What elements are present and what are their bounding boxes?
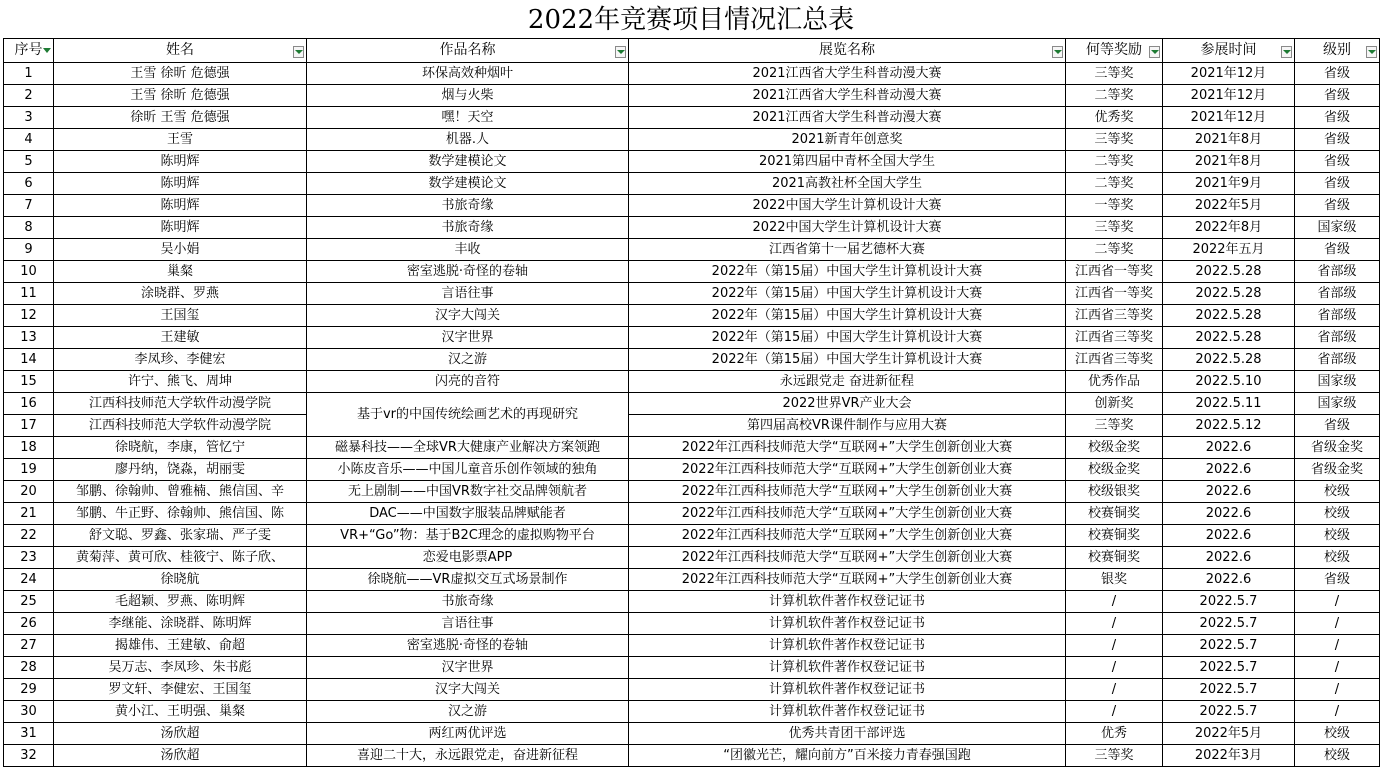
table-row xyxy=(4,393,1380,415)
cell-index[interactable]: 19 xyxy=(4,459,54,481)
cell-index[interactable]: 17 xyxy=(4,415,54,437)
cell-index[interactable]: 29 xyxy=(4,679,54,701)
cell-index[interactable]: 2 xyxy=(4,85,54,107)
cell-exhibition[interactable]: 2021江西省大学生科普动漫大赛 xyxy=(629,107,1066,129)
cell-index[interactable]: 27 xyxy=(4,635,54,657)
cell-index[interactable]: 24 xyxy=(4,569,54,591)
cell-work[interactable]: 磁暴科技——全球VR大健康产业解决方案领跑 xyxy=(307,437,629,459)
col-header-level xyxy=(1295,39,1380,63)
cell-index[interactable]: 22 xyxy=(4,525,54,547)
cell-level[interactable]: 省级 xyxy=(1295,107,1380,129)
cell-work[interactable]: 基于vr的中国传统绘画艺术的再现研究 xyxy=(307,393,629,437)
col-header-date xyxy=(1163,39,1295,63)
cell-index[interactable]: 10 xyxy=(4,261,54,283)
cell-level[interactable]: / xyxy=(1295,613,1380,635)
cell-name[interactable]: 邹鹏、牛正野、徐翰帅、熊信国、陈 xyxy=(54,503,307,525)
cell-award[interactable]: 校级银奖 xyxy=(1066,481,1163,503)
cell-level[interactable]: 校级 xyxy=(1295,503,1380,525)
cell-exhibition[interactable]: 2022年江西科技师范大学“互联网+”大学生创新创业大赛 xyxy=(629,459,1066,481)
cell-level[interactable]: / xyxy=(1295,635,1380,657)
table-row xyxy=(4,415,1380,437)
cell-index[interactable]: 23 xyxy=(4,547,54,569)
filter-dropdown-icon[interactable] xyxy=(1052,46,1063,58)
table-row xyxy=(4,657,1380,679)
cell-exhibition[interactable]: 第四届高校VR课件制作与应用大赛 xyxy=(629,415,1066,437)
filter-dropdown-icon[interactable] xyxy=(1366,46,1377,58)
cell-exhibition[interactable]: 2022年（第15届）中国大学生计算机设计大赛 xyxy=(629,327,1066,349)
cell-name[interactable]: 徐晓航 xyxy=(54,569,307,591)
cell-exhibition[interactable]: 计算机软件著作权登记证书 xyxy=(629,657,1066,679)
col-header-index xyxy=(4,39,54,63)
cell-level[interactable]: 省部级 xyxy=(1295,327,1380,349)
table-row xyxy=(4,613,1380,635)
summary-table xyxy=(3,38,1380,767)
cell-work[interactable]: 书旅奇缘 xyxy=(307,195,629,217)
cell-index[interactable]: 13 xyxy=(4,327,54,349)
cell-name[interactable]: 徐晓航，李康，管忆宁 xyxy=(54,437,307,459)
table-row xyxy=(4,481,1380,503)
cell-award[interactable]: 三等奖 xyxy=(1066,63,1163,85)
cell-level[interactable]: / xyxy=(1295,657,1380,679)
filter-dropdown-icon[interactable] xyxy=(1149,46,1160,58)
cell-name[interactable]: 王国玺 xyxy=(54,305,307,327)
cell-index[interactable]: 12 xyxy=(4,305,54,327)
cell-index[interactable]: 32 xyxy=(4,745,54,767)
table-row xyxy=(4,151,1380,173)
cell-date[interactable]: 2022.6 xyxy=(1163,547,1295,569)
cell-date[interactable]: 2022.5.28 xyxy=(1163,327,1295,349)
cell-work[interactable]: 汉字大闯关 xyxy=(307,679,629,701)
table-row xyxy=(4,635,1380,657)
cell-exhibition[interactable]: 计算机软件著作权登记证书 xyxy=(629,701,1066,723)
cell-level[interactable]: 国家级 xyxy=(1295,371,1380,393)
cell-exhibition[interactable]: 2022中国大学生计算机设计大赛 xyxy=(629,217,1066,239)
cell-level[interactable]: 省级 xyxy=(1295,151,1380,173)
cell-award[interactable]: 优秀 xyxy=(1066,723,1163,745)
cell-name[interactable]: 王雪 xyxy=(54,129,307,151)
table-row xyxy=(4,217,1380,239)
cell-date[interactable]: 2022年3月 xyxy=(1163,745,1295,767)
cell-award[interactable]: / xyxy=(1066,613,1163,635)
table-row xyxy=(4,283,1380,305)
cell-name[interactable]: 许宁、熊飞、周坤 xyxy=(54,371,307,393)
cell-name[interactable]: 陈明辉 xyxy=(54,151,307,173)
cell-exhibition[interactable]: 2022世界VR产业大会 xyxy=(629,393,1066,415)
cell-date[interactable]: 2021年8月 xyxy=(1163,129,1295,151)
cell-date[interactable]: 2022.6 xyxy=(1163,459,1295,481)
cell-date[interactable]: 2022.5.12 xyxy=(1163,415,1295,437)
cell-award[interactable]: 三等奖 xyxy=(1066,217,1163,239)
cell-exhibition[interactable]: 2022年（第15届）中国大学生计算机设计大赛 xyxy=(629,261,1066,283)
cell-date[interactable]: 2021年12月 xyxy=(1163,107,1295,129)
cell-exhibition[interactable]: 2022年江西科技师范大学“互联网+”大学生创新创业大赛 xyxy=(629,525,1066,547)
cell-name[interactable]: 王建敏 xyxy=(54,327,307,349)
cell-date[interactable]: 2021年9月 xyxy=(1163,173,1295,195)
cell-award[interactable]: 江西省一等奖 xyxy=(1066,261,1163,283)
cell-name[interactable]: 涂晓群、罗燕 xyxy=(54,283,307,305)
cell-level[interactable]: / xyxy=(1295,591,1380,613)
cell-level[interactable]: 省部级 xyxy=(1295,305,1380,327)
header-label: 展览名称 xyxy=(819,42,875,58)
table-row xyxy=(4,239,1380,261)
cell-index[interactable]: 4 xyxy=(4,129,54,151)
cell-exhibition[interactable]: 永远跟党走 奋进新征程 xyxy=(629,371,1066,393)
table-row xyxy=(4,701,1380,723)
cell-date[interactable]: 2022年8月 xyxy=(1163,217,1295,239)
cell-index[interactable]: 31 xyxy=(4,723,54,745)
table-row xyxy=(4,679,1380,701)
cell-work[interactable]: 言语往事 xyxy=(307,613,629,635)
col-header-exhibition xyxy=(629,39,1066,63)
cell-work[interactable]: 汉之游 xyxy=(307,701,629,723)
cell-work[interactable]: DAC——中国数字服装品牌赋能者 xyxy=(307,503,629,525)
table-row xyxy=(4,195,1380,217)
cell-name[interactable]: 王雪 徐昕 危德强 xyxy=(54,63,307,85)
cell-date[interactable]: 2022.5.28 xyxy=(1163,305,1295,327)
cell-level[interactable]: 校级 xyxy=(1295,745,1380,767)
filter-arrow-icon[interactable] xyxy=(43,48,51,53)
cell-work[interactable]: 数学建模论文 xyxy=(307,173,629,195)
cell-exhibition[interactable]: 2021江西省大学生科普动漫大赛 xyxy=(629,85,1066,107)
cell-exhibition[interactable]: 2022年江西科技师范大学“互联网+”大学生创新创业大赛 xyxy=(629,569,1066,591)
cell-date[interactable]: 2022.5.7 xyxy=(1163,591,1295,613)
cell-award[interactable]: 校赛铜奖 xyxy=(1066,525,1163,547)
cell-work[interactable]: VR+“Go”物：基于B2C理念的虚拟购物平台 xyxy=(307,525,629,547)
cell-exhibition[interactable]: 2022中国大学生计算机设计大赛 xyxy=(629,195,1066,217)
cell-level[interactable]: 校级 xyxy=(1295,723,1380,745)
cell-index[interactable]: 8 xyxy=(4,217,54,239)
cell-award[interactable]: 创新奖 xyxy=(1066,393,1163,415)
cell-exhibition[interactable]: 2022年（第15届）中国大学生计算机设计大赛 xyxy=(629,349,1066,371)
cell-name[interactable]: 吴小娟 xyxy=(54,239,307,261)
cell-name[interactable]: 江西科技师范大学软件动漫学院 xyxy=(54,415,307,437)
cell-name[interactable]: 吴万志、李凤珍、朱书彪 xyxy=(54,657,307,679)
cell-date[interactable]: 2022年5月 xyxy=(1163,723,1295,745)
cell-index[interactable]: 16 xyxy=(4,393,54,415)
cell-index[interactable]: 3 xyxy=(4,107,54,129)
header-label: 序号 xyxy=(14,42,43,58)
cell-name[interactable]: 李凤珍、李健宏 xyxy=(54,349,307,371)
cell-exhibition[interactable]: 计算机软件著作权登记证书 xyxy=(629,635,1066,657)
cell-award[interactable]: 二等奖 xyxy=(1066,239,1163,261)
cell-level[interactable]: / xyxy=(1295,679,1380,701)
cell-level[interactable]: 校级 xyxy=(1295,547,1380,569)
cell-award[interactable]: 三等奖 xyxy=(1066,129,1163,151)
cell-date[interactable]: 2021年8月 xyxy=(1163,151,1295,173)
cell-date[interactable]: 2022年五月 xyxy=(1163,239,1295,261)
cell-exhibition[interactable]: 2022年江西科技师范大学“互联网+”大学生创新创业大赛 xyxy=(629,503,1066,525)
cell-date[interactable]: 2022.5.28 xyxy=(1163,283,1295,305)
cell-name[interactable]: 陈明辉 xyxy=(54,195,307,217)
cell-award[interactable]: / xyxy=(1066,635,1163,657)
cell-award[interactable]: 江西省三等奖 xyxy=(1066,349,1163,371)
table-row xyxy=(4,371,1380,393)
cell-work[interactable]: 密室逃脱·奇怪的卷轴 xyxy=(307,635,629,657)
table-row xyxy=(4,569,1380,591)
table-row xyxy=(4,327,1380,349)
table-row xyxy=(4,547,1380,569)
table-body xyxy=(4,63,1380,767)
cell-date[interactable]: 2022.6 xyxy=(1163,481,1295,503)
table-row xyxy=(4,129,1380,151)
cell-award[interactable]: 三等奖 xyxy=(1066,745,1163,767)
cell-exhibition[interactable]: 计算机软件著作权登记证书 xyxy=(629,679,1066,701)
cell-award[interactable]: 江西省三等奖 xyxy=(1066,305,1163,327)
table-row xyxy=(4,107,1380,129)
filter-dropdown-icon[interactable] xyxy=(293,46,304,58)
cell-exhibition[interactable]: 2022年江西科技师范大学“互联网+”大学生创新创业大赛 xyxy=(629,547,1066,569)
table-row xyxy=(4,459,1380,481)
cell-award[interactable]: / xyxy=(1066,591,1163,613)
cell-level[interactable]: 国家级 xyxy=(1295,217,1380,239)
cell-work[interactable]: 汉字世界 xyxy=(307,327,629,349)
cell-level[interactable]: 省级 xyxy=(1295,239,1380,261)
cell-award[interactable]: 优秀作品 xyxy=(1066,371,1163,393)
cell-date[interactable]: 2022年5月 xyxy=(1163,195,1295,217)
cell-name[interactable]: 舒文聪、罗鑫、张家瑞、严子雯 xyxy=(54,525,307,547)
cell-work[interactable]: 机器.人 xyxy=(307,129,629,151)
cell-date[interactable]: 2022.5.7 xyxy=(1163,635,1295,657)
cell-level[interactable]: 省级 xyxy=(1295,173,1380,195)
cell-award[interactable]: 校赛铜奖 xyxy=(1066,503,1163,525)
cell-award[interactable]: / xyxy=(1066,679,1163,701)
sheet-title: 2022年竞赛项目情况汇总表 xyxy=(527,5,855,35)
cell-index[interactable]: 7 xyxy=(4,195,54,217)
cell-level[interactable]: 省部级 xyxy=(1295,261,1380,283)
header-label: 参展时间 xyxy=(1200,42,1257,58)
filter-dropdown-icon[interactable] xyxy=(615,46,626,58)
cell-name[interactable]: 汤欣超 xyxy=(54,745,307,767)
cell-name[interactable]: 巢粲 xyxy=(54,261,307,283)
cell-exhibition[interactable]: 2022年江西科技师范大学“互联网+”大学生创新创业大赛 xyxy=(629,481,1066,503)
cell-award[interactable]: 校级金奖 xyxy=(1066,437,1163,459)
header-label: 何等奖励 xyxy=(1086,42,1142,58)
cell-name[interactable]: 江西科技师范大学软件动漫学院 xyxy=(54,393,307,415)
cell-exhibition[interactable]: 2021第四届中青杯全国大学生 xyxy=(629,151,1066,173)
cell-index[interactable]: 21 xyxy=(4,503,54,525)
cell-date[interactable]: 2022.5.10 xyxy=(1163,371,1295,393)
cell-name[interactable]: 黄小江、王明强、巢粲 xyxy=(54,701,307,723)
cell-award[interactable]: 二等奖 xyxy=(1066,85,1163,107)
table-row xyxy=(4,503,1380,525)
cell-exhibition[interactable]: 江西省第十一届艺德杯大赛 xyxy=(629,239,1066,261)
cell-award[interactable]: 江西省一等奖 xyxy=(1066,283,1163,305)
cell-award[interactable]: / xyxy=(1066,657,1163,679)
table-row xyxy=(4,349,1380,371)
cell-exhibition[interactable]: 2022年（第15届）中国大学生计算机设计大赛 xyxy=(629,283,1066,305)
cell-index[interactable]: 6 xyxy=(4,173,54,195)
filter-dropdown-icon[interactable] xyxy=(1281,46,1292,58)
cell-date[interactable]: 2022.6 xyxy=(1163,569,1295,591)
cell-name[interactable]: 李继能、涂晓群、陈明辉 xyxy=(54,613,307,635)
table-row xyxy=(4,85,1380,107)
cell-name[interactable]: 汤欣超 xyxy=(54,723,307,745)
cell-level[interactable]: 省级 xyxy=(1295,85,1380,107)
cell-date[interactable]: 2022.5.11 xyxy=(1163,393,1295,415)
table-row xyxy=(4,305,1380,327)
cell-award[interactable]: 三等奖 xyxy=(1066,415,1163,437)
cell-level[interactable]: 省部级 xyxy=(1295,283,1380,305)
cell-name[interactable]: 邹鹏、徐翰帅、曾雅楠、熊信国、辛 xyxy=(54,481,307,503)
table-row xyxy=(4,437,1380,459)
cell-index[interactable]: 26 xyxy=(4,613,54,635)
cell-date[interactable]: 2022.5.7 xyxy=(1163,679,1295,701)
cell-exhibition[interactable]: 优秀共青团干部评选 xyxy=(629,723,1066,745)
cell-index[interactable]: 14 xyxy=(4,349,54,371)
cell-index[interactable]: 30 xyxy=(4,701,54,723)
cell-index[interactable]: 18 xyxy=(4,437,54,459)
table-row xyxy=(4,591,1380,613)
cell-award[interactable]: 一等奖 xyxy=(1066,195,1163,217)
cell-work[interactable]: 数学建模论文 xyxy=(307,151,629,173)
cell-name[interactable]: 廖丹纳，饶淼，胡丽雯 xyxy=(54,459,307,481)
cell-date[interactable]: 2022.5.7 xyxy=(1163,613,1295,635)
cell-level[interactable]: 省部级 xyxy=(1295,349,1380,371)
cell-name[interactable]: 王雪 徐昕 危德强 xyxy=(54,85,307,107)
cell-name[interactable]: 罗文轩、李健宏、王国玺 xyxy=(54,679,307,701)
cell-work[interactable]: 无上剧制——中国VR数字社交品牌领航者 xyxy=(307,481,629,503)
cell-name[interactable]: 黄菊萍、黄可欣、桂筱宁、陈子欣、 xyxy=(54,547,307,569)
table-row xyxy=(4,525,1380,547)
cell-work[interactable]: 恋爱电影票APP xyxy=(307,547,629,569)
cell-name[interactable]: 陈明辉 xyxy=(54,173,307,195)
cell-name[interactable]: 毛超颖、罗燕、陈明辉 xyxy=(54,591,307,613)
cell-level[interactable]: 省级金奖 xyxy=(1295,437,1380,459)
cell-level[interactable]: 校级 xyxy=(1295,525,1380,547)
header-label: 作品名称 xyxy=(439,42,496,58)
header-row xyxy=(4,39,1380,63)
cell-work[interactable]: 烟与火柴 xyxy=(307,85,629,107)
cell-exhibition[interactable]: 2022年江西科技师范大学“互联网+”大学生创新创业大赛 xyxy=(629,437,1066,459)
cell-work[interactable]: 喜迎二十大，永远跟党走，奋进新征程 xyxy=(307,745,629,767)
cell-date[interactable]: 2022.6 xyxy=(1163,525,1295,547)
cell-work[interactable]: 书旅奇缘 xyxy=(307,591,629,613)
table-row xyxy=(4,63,1380,85)
cell-level[interactable]: 国家级 xyxy=(1295,393,1380,415)
cell-work[interactable]: 嘿！天空 xyxy=(307,107,629,129)
table-row xyxy=(4,261,1380,283)
table-row xyxy=(4,745,1380,767)
cell-exhibition[interactable]: 计算机软件著作权登记证书 xyxy=(629,613,1066,635)
cell-index[interactable]: 9 xyxy=(4,239,54,261)
cell-level[interactable]: / xyxy=(1295,701,1380,723)
cell-work[interactable]: 闪亮的音符 xyxy=(307,371,629,393)
cell-work[interactable]: 汉字大闯关 xyxy=(307,305,629,327)
cell-exhibition[interactable]: 2022年（第15届）中国大学生计算机设计大赛 xyxy=(629,305,1066,327)
cell-work[interactable]: 小陈皮音乐——中国儿童音乐创作领域的独角 xyxy=(307,459,629,481)
cell-index[interactable]: 1 xyxy=(4,63,54,85)
cell-work[interactable]: 环保高效种烟叶 xyxy=(307,63,629,85)
cell-name[interactable]: 揭雄伟、王建敏、俞超 xyxy=(54,635,307,657)
cell-date[interactable]: 2022.6 xyxy=(1163,437,1295,459)
cell-name[interactable]: 陈明辉 xyxy=(54,217,307,239)
cell-level[interactable]: 省级 xyxy=(1295,63,1380,85)
cell-award[interactable]: 江西省三等奖 xyxy=(1066,327,1163,349)
cell-exhibition[interactable]: 2021江西省大学生科普动漫大赛 xyxy=(629,63,1066,85)
cell-index[interactable]: 5 xyxy=(4,151,54,173)
col-header-award xyxy=(1066,39,1163,63)
cell-work[interactable]: 汉之游 xyxy=(307,349,629,371)
header-label: 级别 xyxy=(1323,42,1351,58)
cell-work[interactable]: 徐晓航——VR虚拟交互式场景制作 xyxy=(307,569,629,591)
cell-award[interactable]: 优秀奖 xyxy=(1066,107,1163,129)
cell-work[interactable]: 丰收 xyxy=(307,239,629,261)
cell-name[interactable]: 徐昕 王雪 危德强 xyxy=(54,107,307,129)
cell-exhibition[interactable]: 计算机软件著作权登记证书 xyxy=(629,591,1066,613)
cell-date[interactable]: 2021年12月 xyxy=(1163,63,1295,85)
cell-date[interactable]: 2022.5.28 xyxy=(1163,349,1295,371)
cell-award[interactable]: / xyxy=(1066,701,1163,723)
cell-index[interactable]: 25 xyxy=(4,591,54,613)
cell-work[interactable]: 书旅奇缘 xyxy=(307,217,629,239)
cell-work[interactable]: 汉字世界 xyxy=(307,657,629,679)
cell-award[interactable]: 校级金奖 xyxy=(1066,459,1163,481)
header-label: 姓名 xyxy=(166,42,194,58)
cell-award[interactable]: 银奖 xyxy=(1066,569,1163,591)
cell-index[interactable]: 20 xyxy=(4,481,54,503)
cell-date[interactable]: 2022.5.28 xyxy=(1163,261,1295,283)
cell-level[interactable]: 省级 xyxy=(1295,129,1380,151)
cell-exhibition[interactable]: 2021高教社杯全国大学生 xyxy=(629,173,1066,195)
cell-award[interactable]: 二等奖 xyxy=(1066,173,1163,195)
cell-index[interactable]: 28 xyxy=(4,657,54,679)
cell-index[interactable]: 11 xyxy=(4,283,54,305)
cell-work[interactable]: 密室逃脱·奇怪的卷轴 xyxy=(307,261,629,283)
cell-exhibition[interactable]: “团徽光芒，耀向前方”百米接力青春强国跑 xyxy=(629,745,1066,767)
cell-level[interactable]: 省级金奖 xyxy=(1295,459,1380,481)
col-header-work xyxy=(307,39,629,63)
cell-award[interactable]: 校赛铜奖 xyxy=(1066,547,1163,569)
cell-level[interactable]: 校级 xyxy=(1295,481,1380,503)
cell-date[interactable]: 2021年12月 xyxy=(1163,85,1295,107)
cell-award[interactable]: 二等奖 xyxy=(1066,151,1163,173)
col-header-name xyxy=(54,39,307,63)
cell-work[interactable]: 两红两优评选 xyxy=(307,723,629,745)
cell-date[interactable]: 2022.6 xyxy=(1163,503,1295,525)
cell-exhibition[interactable]: 2021新青年创意奖 xyxy=(629,129,1066,151)
cell-level[interactable]: 省级 xyxy=(1295,415,1380,437)
cell-work[interactable]: 言语往事 xyxy=(307,283,629,305)
cell-level[interactable]: 省级 xyxy=(1295,195,1380,217)
cell-index[interactable]: 15 xyxy=(4,371,54,393)
table-row xyxy=(4,173,1380,195)
table-row xyxy=(4,723,1380,745)
cell-level[interactable]: 省级 xyxy=(1295,569,1380,591)
cell-date[interactable]: 2022.5.7 xyxy=(1163,657,1295,679)
cell-date[interactable]: 2022.5.7 xyxy=(1163,701,1295,723)
